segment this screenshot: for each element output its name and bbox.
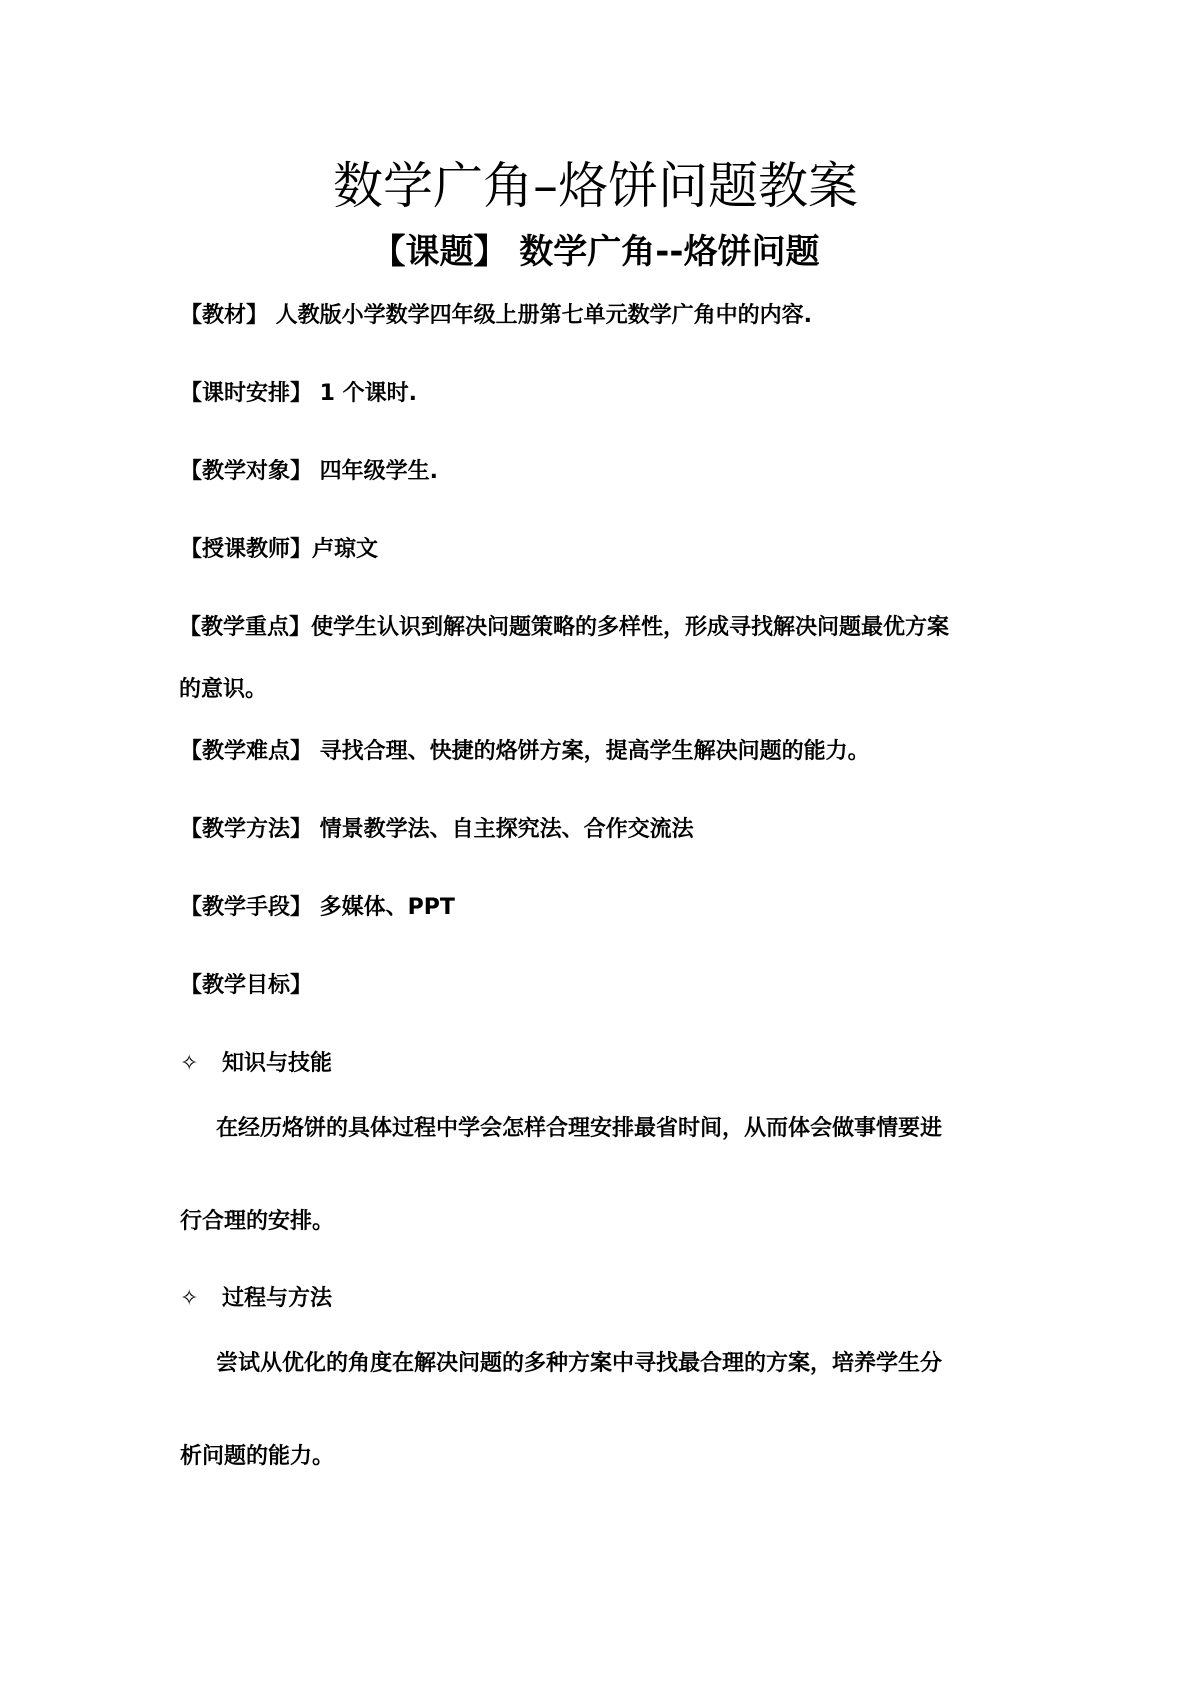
section-process-text-continued: 析问题的能力。 [180,1444,335,1469]
diamond-star-icon: ✧ [180,1051,199,1076]
difficulty-line: 【教学难点】 寻找合理、快捷的烙饼方案，提高学生解决问题的能力。 [180,739,870,764]
teacher-line: 【授课教师】卢琼文 [180,537,379,562]
diamond-star-icon: ✧ [180,1286,199,1311]
key-point-line: 【教学重点】使学生认识到解决问题策略的多样性，形成寻找解决问题最优方案 [179,615,950,640]
audience-line: 【教学对象】 四年级学生. [180,459,439,484]
method-line: 【教学方法】 情景教学法、自主探究法、合作交流法 [180,817,694,842]
section-heading: 知识与技能 [222,1051,333,1076]
lesson-topic: 【课题】 数学广角--烙饼问题 [371,232,820,272]
section-process-heading [180,1283,332,1315]
section-knowledge-text: 在经历烙饼的具体过程中学会怎样合理安排最省时间，从而体会做事情要进 [216,1116,943,1141]
textbook-line: 【教材】 人教版小学数学四年级上册第七单元数学广角中的内容. [180,303,813,328]
section-knowledge-text-continued: 行合理的安排。 [180,1209,335,1234]
section-heading: 过程与方法 [222,1286,333,1311]
document-title: 数学广角–烙饼问题教案 [333,157,858,215]
means-line: 【教学手段】 多媒体、PPT [180,895,455,920]
key-point-line-continued: 的意识。 [179,677,268,702]
goals-line: 【教学目标】 [180,973,313,998]
section-process-text: 尝试从优化的角度在解决问题的多种方案中寻找最合理的方案，培养学生分 [216,1351,943,1376]
schedule-line: 【课时安排】 1 个课时. [180,381,417,406]
section-knowledge-heading [180,1048,332,1080]
